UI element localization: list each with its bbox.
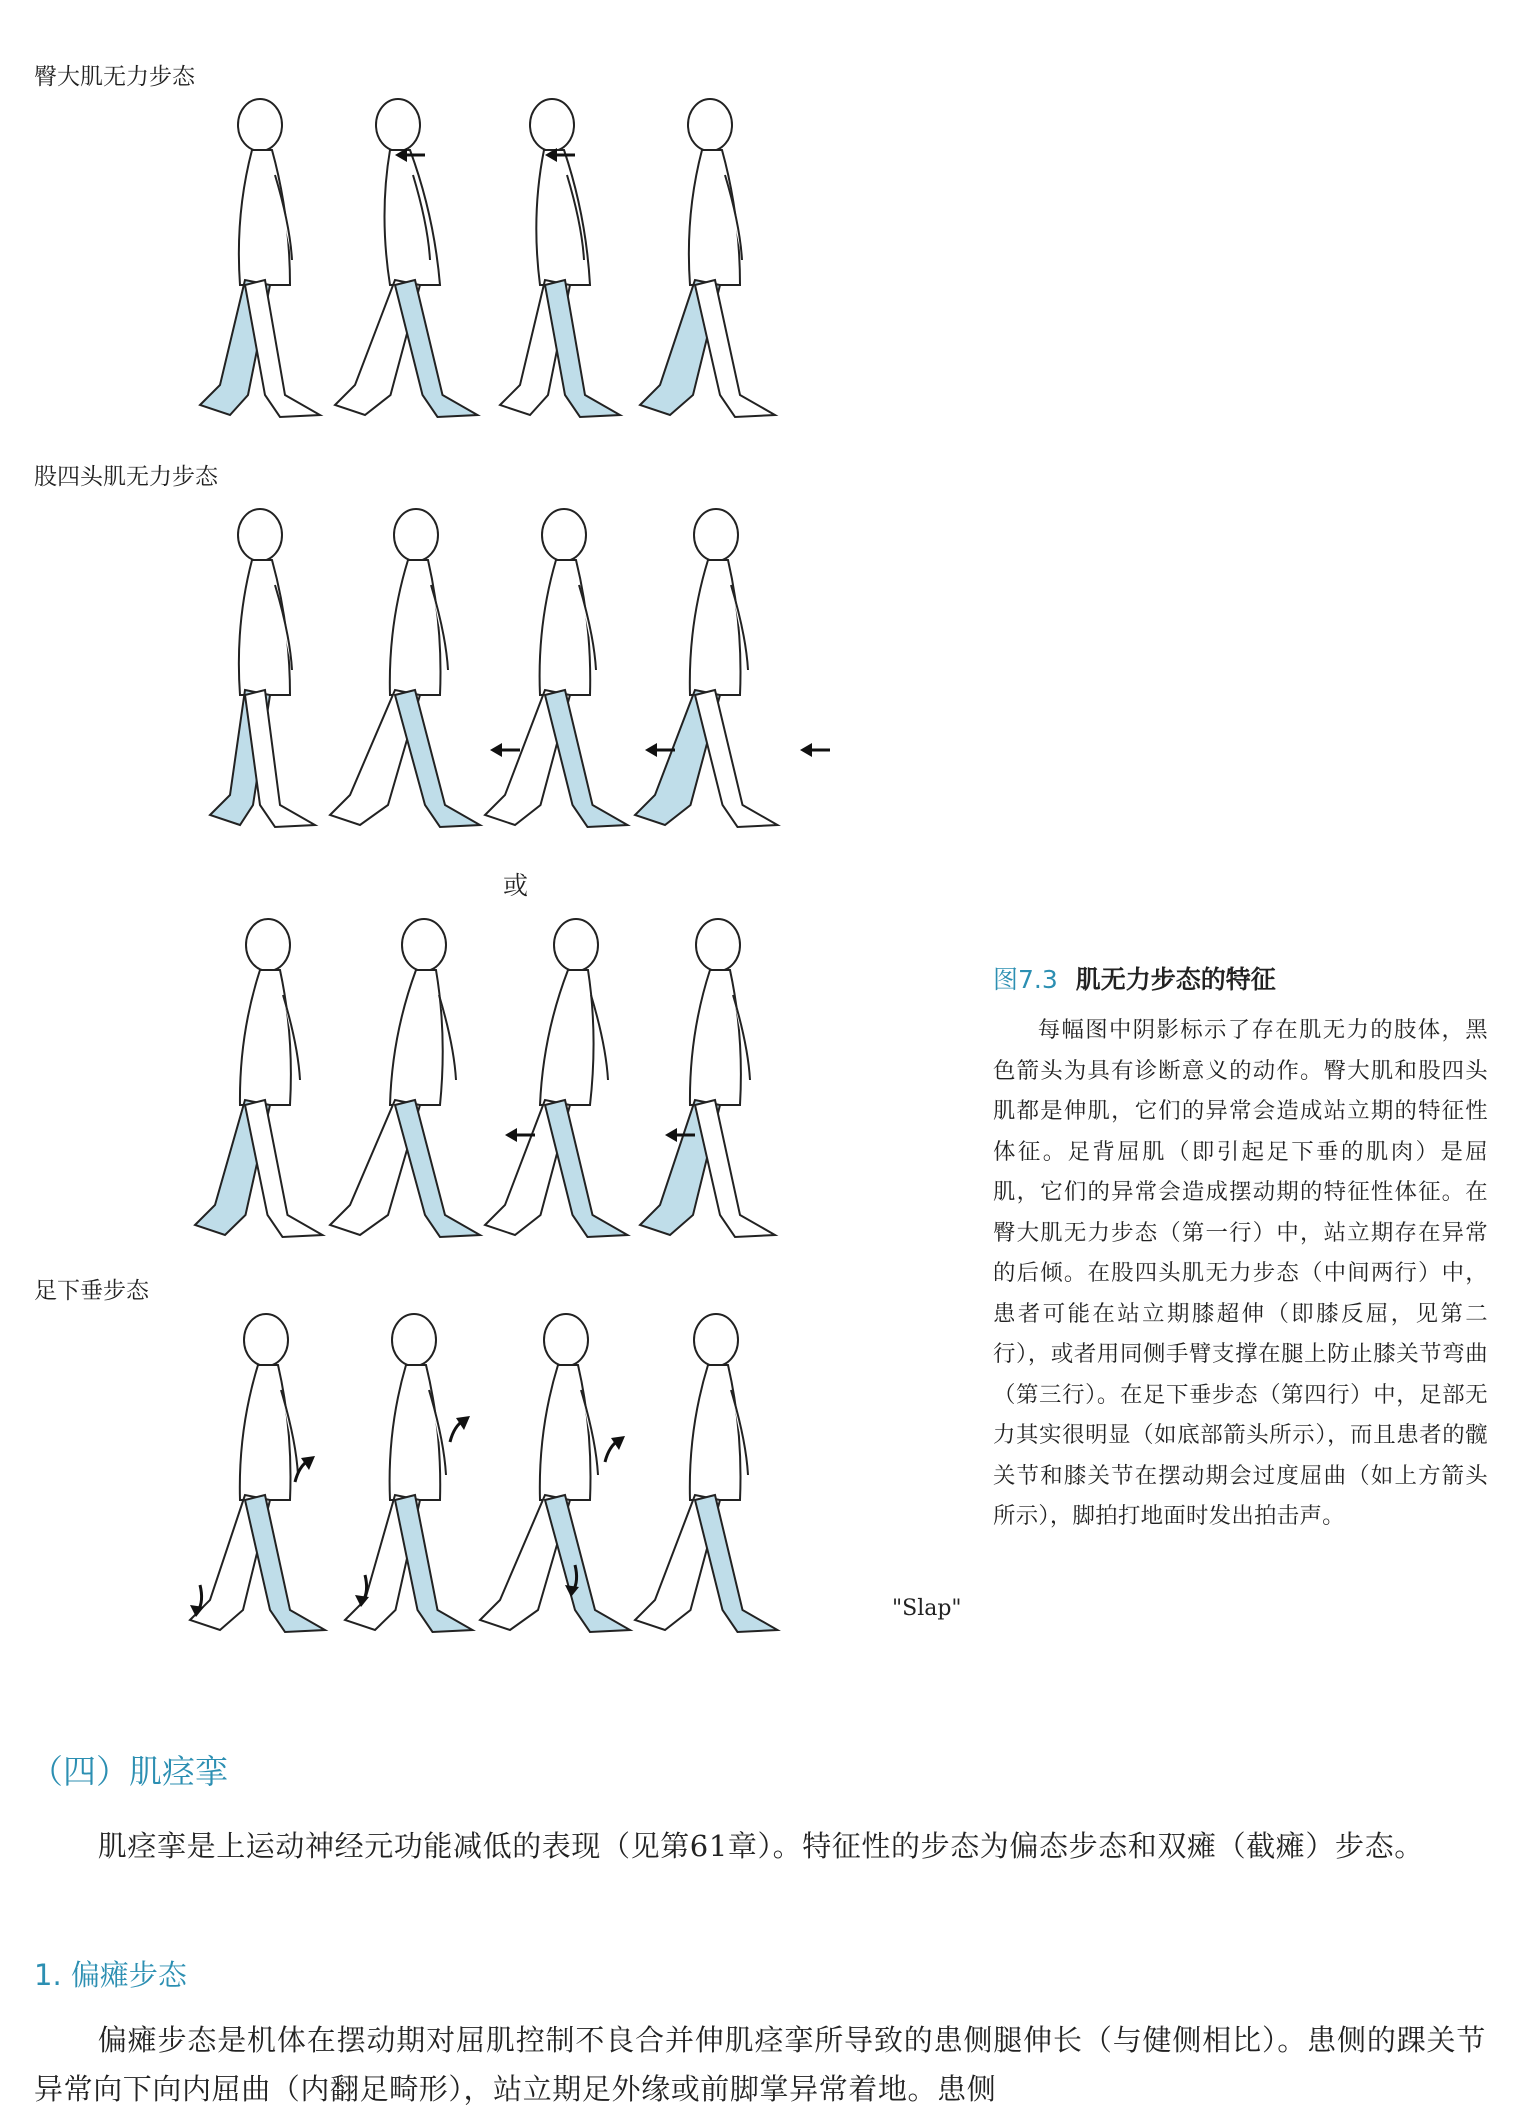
quadriceps-gait-figures-b <box>180 915 980 1260</box>
figure-caption <box>993 960 1488 1537</box>
walking-figure-3-3 <box>485 919 628 1237</box>
walking-figure-2-2 <box>330 509 480 827</box>
walking-figure-4-4 <box>635 1314 778 1632</box>
label-or: 或 <box>503 871 529 900</box>
figure-number: 图7.3 <box>993 965 1058 994</box>
walking-figure-1-3 <box>500 99 620 417</box>
hip-flexion-arrow-2 <box>450 1416 470 1442</box>
sub-heading: 1. 偏瘫步态 <box>34 1958 187 1992</box>
label-gluteus-gait: 臀大肌无力步态 <box>34 64 195 90</box>
walking-figure-2-3 <box>485 509 628 827</box>
hip-flexion-arrow-3 <box>605 1436 625 1462</box>
walking-figure-3-1 <box>195 919 323 1237</box>
gluteus-gait-figures <box>180 95 980 440</box>
knee-hyperextension-arrow-1 <box>490 743 520 757</box>
walking-figure-4-1 <box>190 1314 325 1632</box>
walking-figure-4-3 <box>480 1314 630 1632</box>
caption-body: 每幅图中阴影标示了存在肌无力的肢体，黑色箭头为具有诊断意义的动作。臀大肌和股四头肌都是伸肌，它们的异常会造成站立期的特征性体征。足背屈肌（即引起足下垂的肌肉）是屈肌，它们的异常会造成摆动期的特征性体征。在臀大肌无力步态（第一行）中，站立期存在异常的后倾。在股四头肌无力步态（中间两行）中，患者可能在站立期膝超伸（即膝反屈，见第二行），或者用同侧手臂支撑在腿上防止膝关节弯曲（第三行）。在足下垂步态（第四行）中，足部无力其实很明显（如底部箭头所示），而且患者的髋关节和膝关节在摆动期会过度屈曲（如上方箭头所示），脚拍打地面时发出拍击声。 <box>993 1017 1488 1529</box>
walking-figure-3-4 <box>640 919 775 1237</box>
section-heading: （四）肌痉挛 <box>30 1752 228 1791</box>
figure-title: 肌无力步态的特征 <box>1075 965 1276 994</box>
knee-hyperextension-arrow-3 <box>800 743 830 757</box>
slap-label: "Slap" <box>892 1596 962 1621</box>
label-quadriceps-gait: 股四头肌无力步态 <box>34 464 218 490</box>
quadriceps-gait-figures-a <box>180 505 980 850</box>
walking-figure-1-2 <box>335 99 478 417</box>
walking-figure-1-4 <box>640 99 775 417</box>
walking-figure-2-1 <box>210 509 315 827</box>
foot-drop-gait-figures <box>180 1310 980 1655</box>
walking-figure-2-4 <box>635 509 778 827</box>
sub-paragraph: 偏瘫步态是机体在摆动期对屈肌控制不良合并伸肌痉挛所导致的患侧腿伸长（与健侧相比）。患侧的踝关节异常向下向内屈曲（内翻足畸形），站立期足外缘或前脚掌异常着地。患侧 <box>34 2023 1486 2106</box>
section-paragraph: 肌痉挛是上运动神经元功能减低的表现（见第61章）。特征性的步态为偏态步态和双瘫（截瘫）步态。 <box>97 1829 1424 1863</box>
walking-figure-3-2 <box>330 919 480 1237</box>
caption-title <box>993 960 1488 996</box>
label-foot-drop-gait: 足下垂步态 <box>34 1278 149 1304</box>
walking-figure-1-1 <box>200 99 320 417</box>
walking-figure-4-2 <box>345 1314 473 1632</box>
